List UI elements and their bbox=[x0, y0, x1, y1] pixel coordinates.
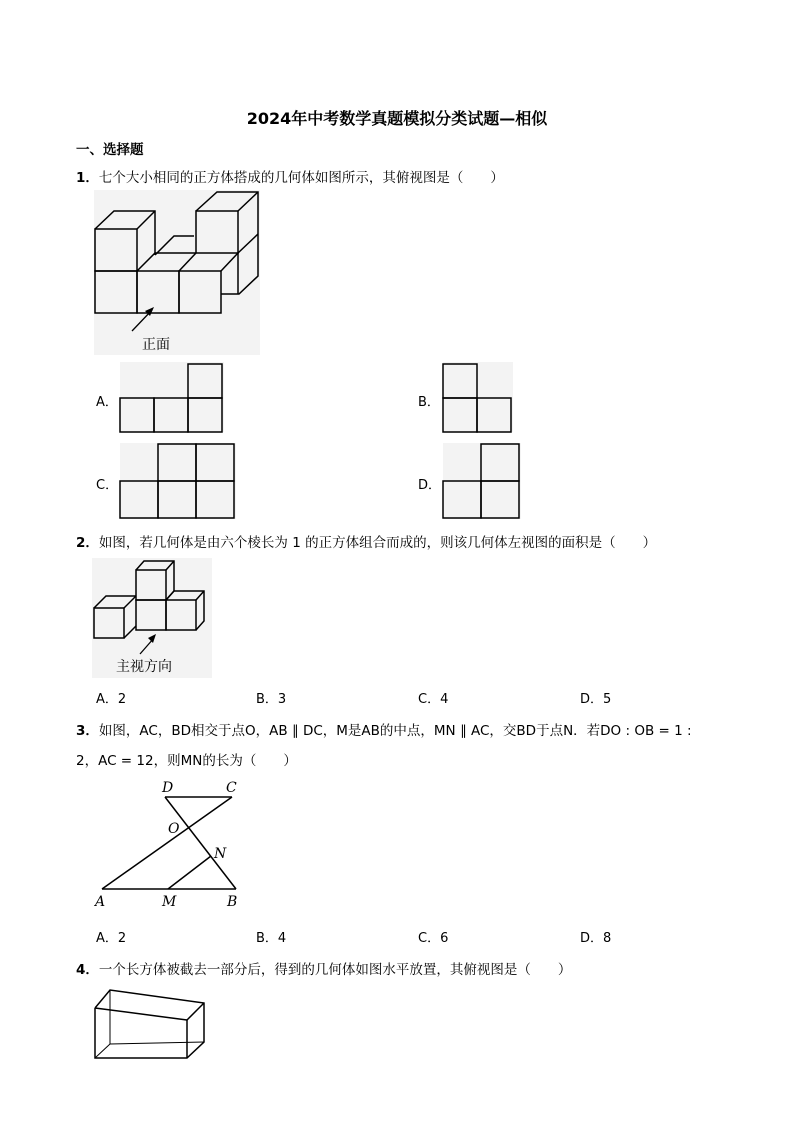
question-number: 4． bbox=[76, 962, 99, 978]
option-b[interactable]: B．4 bbox=[256, 931, 287, 946]
figure-caption: 正面 bbox=[142, 337, 170, 353]
point-b-label: B bbox=[227, 894, 238, 910]
point-d-label: D bbox=[162, 780, 174, 796]
point-n-label: N bbox=[214, 846, 227, 862]
option-c[interactable]: C．4 bbox=[418, 692, 449, 707]
option-d[interactable]: D．8 bbox=[580, 931, 612, 946]
option-b-figure[interactable] bbox=[443, 362, 513, 432]
q1-figure-cubes bbox=[94, 190, 260, 355]
q4-figure-cut-cuboid bbox=[92, 986, 212, 1061]
question-text: 如图，AC，BD相交于点O，AB ∥ DC，M是AB的中点，MN ∥ AC，交BD于点N．若DO : OB = 1 : bbox=[98, 723, 692, 739]
option-d[interactable]: D．5 bbox=[580, 692, 612, 707]
point-c-label: C bbox=[226, 780, 237, 796]
option-b[interactable]: B．3 bbox=[256, 692, 287, 707]
q3-figure-triangles bbox=[92, 778, 252, 913]
point-o-label: O bbox=[168, 821, 180, 837]
question-3-line-1 bbox=[76, 719, 692, 739]
question-number: 2． bbox=[76, 535, 99, 551]
option-a[interactable]: A．2 bbox=[96, 692, 127, 707]
question-text: 如图，若几何体是由六个棱长为 1 的正方体组合而成的，则该几何体左视图的面积是（ ） bbox=[98, 535, 657, 551]
point-m-label: M bbox=[162, 894, 177, 910]
q2-figure-cubes bbox=[92, 558, 212, 678]
point-a-label: A bbox=[95, 894, 106, 910]
question-text: 一个长方体被截去一部分后，得到的几何体如图水平放置，其俯视图是（ ） bbox=[98, 962, 572, 978]
option-b-label[interactable]: B． bbox=[418, 395, 440, 410]
question-4 bbox=[76, 958, 571, 978]
option-d-label[interactable]: D． bbox=[418, 478, 442, 493]
option-a-figure[interactable] bbox=[120, 362, 224, 432]
option-c-label[interactable]: C． bbox=[96, 478, 119, 493]
option-c-figure[interactable] bbox=[120, 443, 236, 519]
question-2 bbox=[76, 531, 656, 551]
question-1 bbox=[76, 166, 504, 186]
page-title: 2024年中考数学真题模拟分类试题—相似 bbox=[246, 109, 548, 128]
option-c[interactable]: C．6 bbox=[418, 931, 449, 946]
figure-caption: 主视方向 bbox=[116, 659, 172, 675]
question-number: 1． bbox=[76, 170, 99, 186]
question-text: 七个大小相同的正方体搭成的几何体如图所示，其俯视图是（ ） bbox=[98, 170, 504, 186]
question-3-line-2: 2，AC = 12，则MN的长为（ ） bbox=[76, 753, 297, 769]
option-a[interactable]: A．2 bbox=[96, 931, 127, 946]
section-heading: 一、选择题 bbox=[76, 142, 144, 158]
question-number: 3． bbox=[76, 723, 99, 739]
option-d-figure[interactable] bbox=[443, 443, 521, 519]
option-a-label[interactable]: A． bbox=[96, 395, 118, 410]
